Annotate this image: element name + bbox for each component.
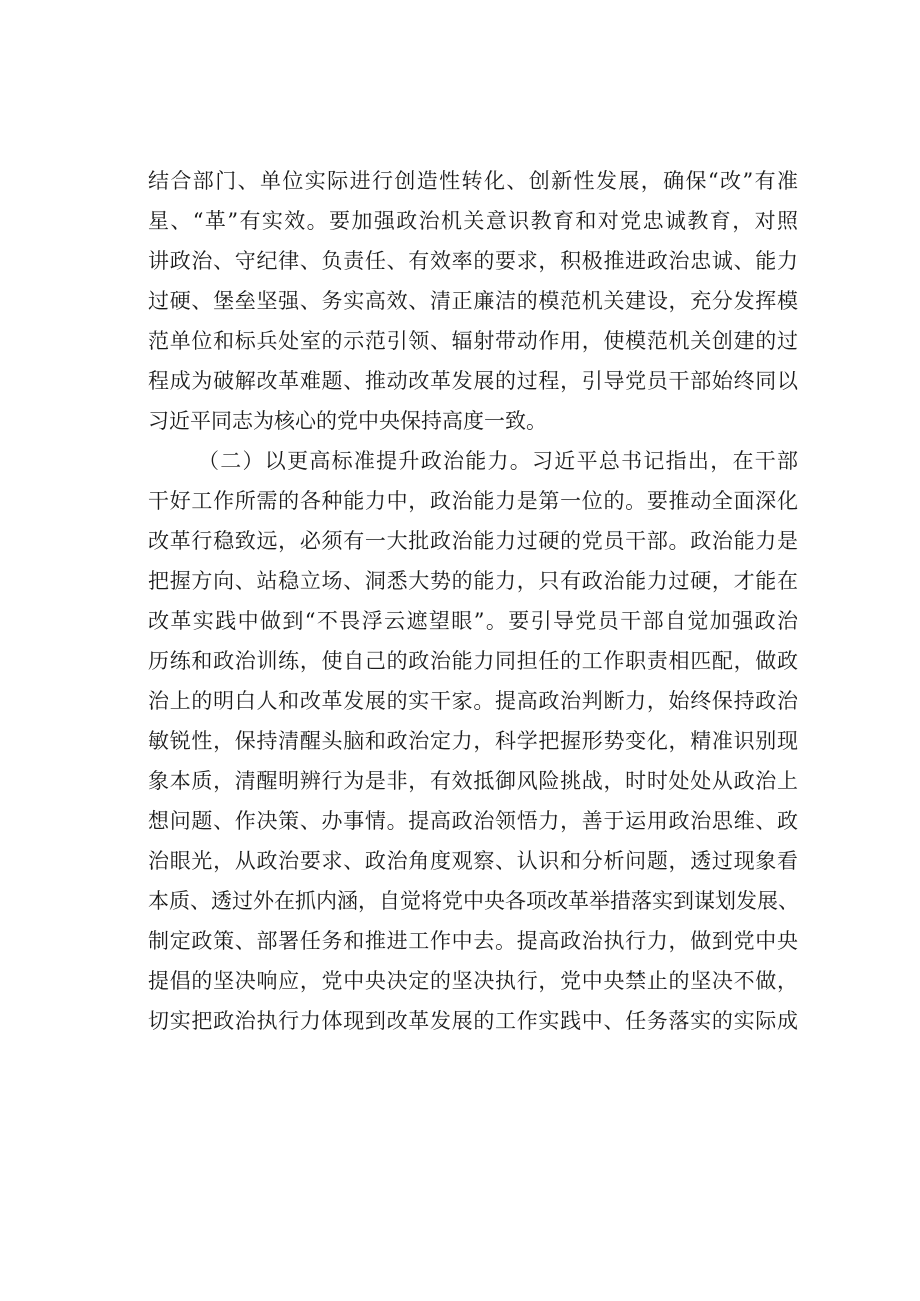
section-heading-line: （二）以更高标准提升政治能力。习近平总书记指出，在干部 [198,449,798,473]
text-line: 改革实践中做到“不畏浮云遮望眼”。要引导党员干部自觉加强政治 [148,609,798,633]
text-line: 想问题、作决策、办事情。提高政治领悟力，善于运用政治思维、政 [148,809,798,833]
text-line: 切实把政治执行力体现到改革发展的工作实践中、任务落实的实际成 [148,1009,798,1033]
text-line: 干好工作所需的各种能力中，政治能力是第一位的。要推动全面深化 [148,489,798,513]
text-line: 敏锐性，保持清醒头脑和政治定力，科学把握形势变化，精准识别现 [148,729,798,753]
text-line: 改革行稳致远，必须有一大批政治能力过硬的党员干部。政治能力是 [148,529,798,553]
text-line: 治眼光，从政治要求、政治角度观察、认识和分析问题，透过现象看 [148,849,798,873]
text-line: 习近平同志为核心的党中央保持高度一致。 [148,409,547,433]
text-line: 范单位和标兵处室的示范引领、辐射带动作用，使模范机关创建的过 [148,329,798,353]
text-line: 本质、透过外在抓内涵，自觉将党中央各项改革举措落实到谋划发展、 [148,889,799,913]
text-line: 治上的明白人和改革发展的实干家。提高政治判断力，始终保持政治 [148,689,798,713]
text-line: 结合部门、单位实际进行创造性转化、创新性发展，确保“改”有准 [148,169,798,193]
text-line: 把握方向、站稳立场、洞悉大势的能力，只有政治能力过硬，才能在 [148,569,798,593]
text-line: 程成为破解改革难题、推动改革发展的过程，引导党员干部始终同以 [148,369,798,393]
text-line: 提倡的坚决响应，党中央决定的坚决执行，党中央禁止的坚决不做， [148,969,798,993]
text-line: 象本质，清醒明辨行为是非，有效抵御风险挑战，时时处处从政治上 [148,769,798,793]
text-line: 讲政治、守纪律、负责任、有效率的要求，积极推进政治忠诚、能力 [148,249,798,273]
text-line: 星、“革”有实效。要加强政治机关意识教育和对党忠诚教育，对照 [148,209,798,233]
text-line: 制定政策、部署任务和推进工作中去。提高政治执行力，做到党中央 [148,929,798,953]
text-line: 历练和政治训练，使自己的政治能力同担任的工作职责相匹配，做政 [148,649,798,673]
text-line: 过硬、堡垒坚强、务实高效、清正廉洁的模范机关建设，充分发挥模 [148,289,798,313]
